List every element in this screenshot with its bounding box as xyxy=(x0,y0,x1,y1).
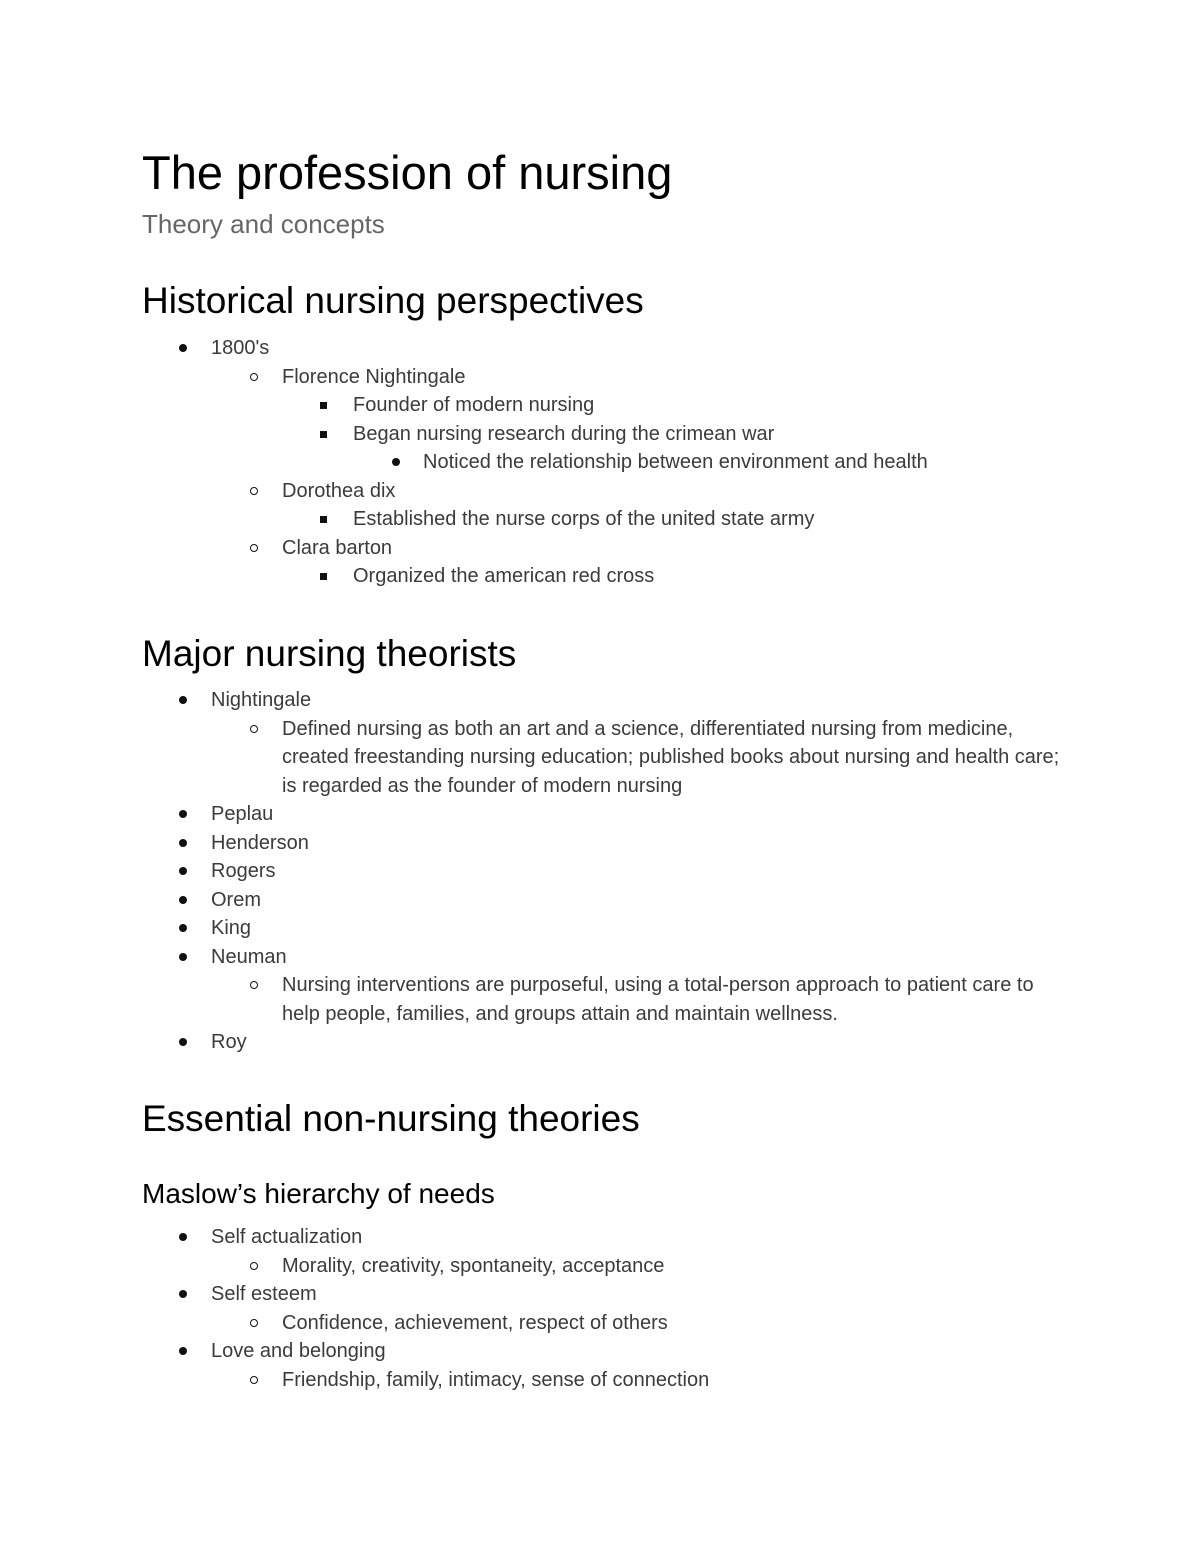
disc-bullet-icon xyxy=(179,839,187,847)
circle-bullet-icon xyxy=(250,373,258,381)
disc-bullet-icon xyxy=(179,896,187,904)
circle-bullet-icon xyxy=(250,725,258,733)
list-item-text: Florence Nightingale xyxy=(282,365,466,388)
square-bullet-icon xyxy=(320,573,327,580)
list-item xyxy=(142,448,1102,477)
list-item-text: Roy xyxy=(211,1031,247,1053)
list-item xyxy=(142,420,1102,449)
disc-bullet-icon xyxy=(179,1233,187,1241)
list-item xyxy=(142,477,1102,506)
list-item-text: Organized the american red cross xyxy=(353,565,655,587)
document-subtitle: Theory and concepts xyxy=(142,209,385,239)
list-item-text: Began nursing research during the crimean war xyxy=(353,422,775,445)
circle-bullet-icon xyxy=(250,1376,258,1384)
document-title: The profession of nursing xyxy=(142,146,673,199)
list-item-text: Friendship, family, intimacy, sense of connection xyxy=(282,1368,710,1391)
list-item xyxy=(142,363,1102,392)
theorists-list xyxy=(142,686,1102,1057)
section-heading-non-nursing: Essential non-nursing theories xyxy=(142,1098,640,1139)
historical-list xyxy=(142,334,1102,591)
list-item xyxy=(142,857,1102,886)
square-bullet-icon xyxy=(320,402,327,409)
list-item-text: Self actualization xyxy=(211,1226,363,1248)
list-item xyxy=(142,391,1102,420)
list-item xyxy=(142,1366,1102,1395)
list-item-text: Clara barton xyxy=(282,536,393,559)
list-item-text: Love and belonging xyxy=(211,1340,386,1362)
circle-bullet-icon xyxy=(250,1319,258,1327)
disc-bullet-icon xyxy=(179,953,187,961)
list-item xyxy=(142,1252,1102,1281)
list-item xyxy=(142,1223,1102,1252)
disc-bullet-icon xyxy=(179,344,187,352)
circle-bullet-icon xyxy=(250,981,258,989)
list-item xyxy=(142,334,1102,363)
section-heading-historical: Historical nursing perspectives xyxy=(142,280,644,321)
square-bullet-icon xyxy=(320,516,327,523)
disc-bullet-icon xyxy=(179,867,187,875)
disc-bullet-icon xyxy=(179,1347,187,1355)
list-item xyxy=(142,829,1102,858)
list-item-text: Self esteem xyxy=(211,1283,317,1305)
list-item-text: Defined nursing as both an art and a science, differentiated nursing from medicine, created freestanding nursing education; published books about nursing and health care; is regarded as the founder of modern nursing xyxy=(282,717,1060,797)
list-item-text: Nursing interventions are purposeful, using a total-person approach to patient care to help people, families, and groups attain and maintain wellness. xyxy=(282,974,1034,1025)
disc-bullet-icon xyxy=(392,458,400,466)
disc-bullet-icon xyxy=(179,1290,187,1298)
list-item-text: Rogers xyxy=(211,860,276,882)
disc-bullet-icon xyxy=(179,810,187,818)
list-item xyxy=(142,971,1102,1028)
circle-bullet-icon xyxy=(250,1262,258,1270)
list-item xyxy=(142,534,1102,563)
section-heading-theorists: Major nursing theorists xyxy=(142,633,517,674)
list-item xyxy=(142,1028,1102,1057)
list-item-text: Noticed the relationship between environment and health xyxy=(423,451,928,473)
list-item-text: King xyxy=(211,917,252,939)
list-item-text: Dorothea dix xyxy=(282,479,396,502)
disc-bullet-icon xyxy=(179,696,187,704)
list-item xyxy=(142,505,1102,534)
list-item xyxy=(142,886,1102,915)
list-item xyxy=(142,943,1102,972)
list-item xyxy=(142,562,1102,591)
list-item xyxy=(142,914,1102,943)
list-item xyxy=(142,800,1102,829)
list-item xyxy=(142,686,1102,715)
list-item-text: Founder of modern nursing xyxy=(353,394,595,416)
disc-bullet-icon xyxy=(179,1038,187,1046)
list-item-text: Neuman xyxy=(211,945,287,968)
list-item-text: 1800's xyxy=(211,337,270,359)
circle-bullet-icon xyxy=(250,544,258,552)
maslow-list xyxy=(142,1223,1102,1394)
list-item-text: Peplau xyxy=(211,803,274,825)
list-item xyxy=(142,1280,1102,1309)
list-item-text: Henderson xyxy=(211,831,309,854)
subsection-heading-maslow: Maslow’s hierarchy of needs xyxy=(142,1178,495,1209)
list-item xyxy=(142,715,1102,801)
circle-bullet-icon xyxy=(250,487,258,495)
list-item-text: Morality, creativity, spontaneity, acceptance xyxy=(282,1254,665,1277)
disc-bullet-icon xyxy=(179,924,187,932)
list-item-text: Established the nurse corps of the united state army xyxy=(353,508,815,530)
square-bullet-icon xyxy=(320,431,327,438)
list-item-text: Orem xyxy=(211,888,261,911)
list-item-text: Nightingale xyxy=(211,689,312,711)
list-item xyxy=(142,1337,1102,1366)
list-item xyxy=(142,1309,1102,1338)
list-item-text: Confidence, achievement, respect of others xyxy=(282,1311,668,1334)
